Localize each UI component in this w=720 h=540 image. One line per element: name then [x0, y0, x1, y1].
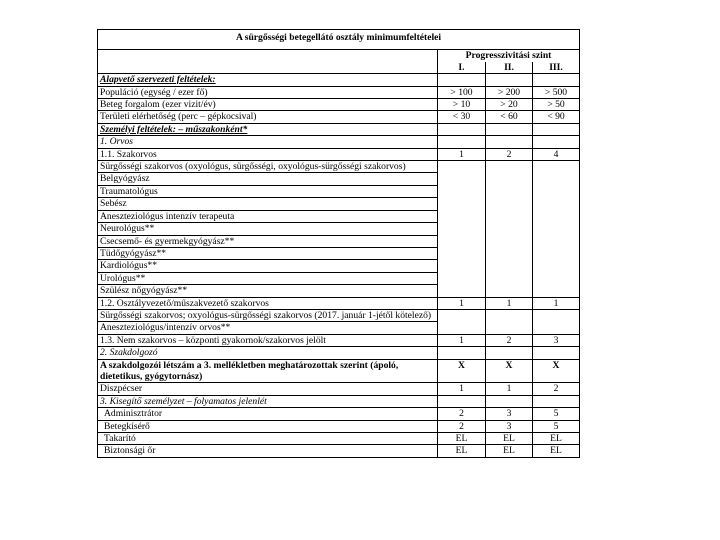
list-item: Sürgősségi szakorvos (oxyológus, sürgősségi, oxyológus-sürgősségi szakorvos) [98, 161, 438, 173]
table-row: A szakdolgozói létszám a 3. mellékletben meghatározottak szerint (ápoló, dietetikus, gyógytornász) X X X [98, 359, 580, 383]
section-basic: Alapvető szervezeti feltételek: [98, 74, 438, 86]
list-item: Sebész [98, 198, 438, 210]
requirements-document [97, 29, 579, 458]
list-item: Urológus** [98, 272, 438, 284]
row-label: Beteg forgalom (ezer vizit/év) [98, 99, 438, 111]
row-label: Biztonsági őr [98, 445, 438, 457]
table-row: 1.1. Szakorvos 1 2 4 [98, 148, 580, 160]
level-2-header: II. [486, 62, 533, 74]
table-row: Takarító EL EL EL [98, 433, 580, 445]
row-label: Takarító [98, 433, 438, 445]
table-row: 1.3. Nem szakorvos – központi gyakornok/szakorvos jelölt 1 2 3 [98, 334, 580, 346]
row-label: 1.2. Osztályvezető/műszakvezető szakorvos [98, 297, 438, 309]
table-row: Diszpécser 1 1 2 [98, 383, 580, 395]
table-row: Biztonsági őr EL EL EL [98, 445, 580, 457]
table-row: Területi elérhetőség (perc – gépkocsival) < 30 < 60 < 90 [98, 111, 580, 123]
table-title: A sürgősségi betegellátó osztály minimumfeltételei [98, 30, 580, 50]
list-item: Aneszteziológus intenzív terapeuta [98, 210, 438, 222]
row-label: Populáció (egység / ezer fő) [98, 86, 438, 98]
row-label: 1.1. Szakorvos [98, 148, 438, 160]
list-item: Neurológus** [98, 223, 438, 235]
level-1-header: I. [438, 62, 486, 74]
row-label: Területi elérhetőség (perc – gépkocsival) [98, 111, 438, 123]
list-item: Csecsemő- és gyermekgyógyász** [98, 235, 438, 247]
list-item: Szülész nőgyógyász** [98, 285, 438, 297]
progression-header: Progresszivitási szint [438, 50, 580, 62]
row-label: A szakdolgozói létszám a 3. mellékletben meghatározottak szerint (ápoló, dietetikus, gyógytornász) [98, 359, 438, 383]
list-item: Tüdőgyógyász** [98, 247, 438, 259]
table-row: Betegkísérő 2 3 5 [98, 420, 580, 432]
row-label: 1.3. Nem szakorvos – központi gyakornok/szakorvos jelölt [98, 334, 438, 346]
list-item: Traumatológus [98, 185, 438, 197]
list-item: Kardiológus** [98, 260, 438, 272]
row-label: Diszpécser [98, 383, 438, 395]
section-support: 3. Kisegítő személyzet – folyamatos jelenlét [98, 395, 438, 407]
section-doctor: 1. Orvos [98, 136, 438, 148]
list-item: Aneszteziológus/intenzív orvos** [98, 322, 438, 334]
row-label: Adminisztrátor [98, 408, 438, 420]
requirements-table [97, 29, 580, 458]
list-item: Belgyógyász [98, 173, 438, 185]
list-item: Sürgősségi szakorvos; oxyológus-sürgősségi szakorvos (2017. január 1-jétől kötelező) [98, 309, 438, 321]
level-3-header: III. [533, 62, 580, 74]
section-nurse: 2. Szakdolgozó [98, 347, 438, 359]
section-personnel: Személyi feltételek: – műszakonként* [98, 123, 438, 135]
table-row: Adminisztrátor 2 3 5 [98, 408, 580, 420]
table-row: Beteg forgalom (ezer vizit/év) > 10 > 20 > 50 [98, 99, 580, 111]
table-row: 1.2. Osztályvezető/műszakvezető szakorvos 1 1 1 [98, 297, 580, 309]
table-row: Populáció (egység / ezer fő) > 100 > 200 > 500 [98, 86, 580, 98]
row-label: Betegkísérő [98, 420, 438, 432]
